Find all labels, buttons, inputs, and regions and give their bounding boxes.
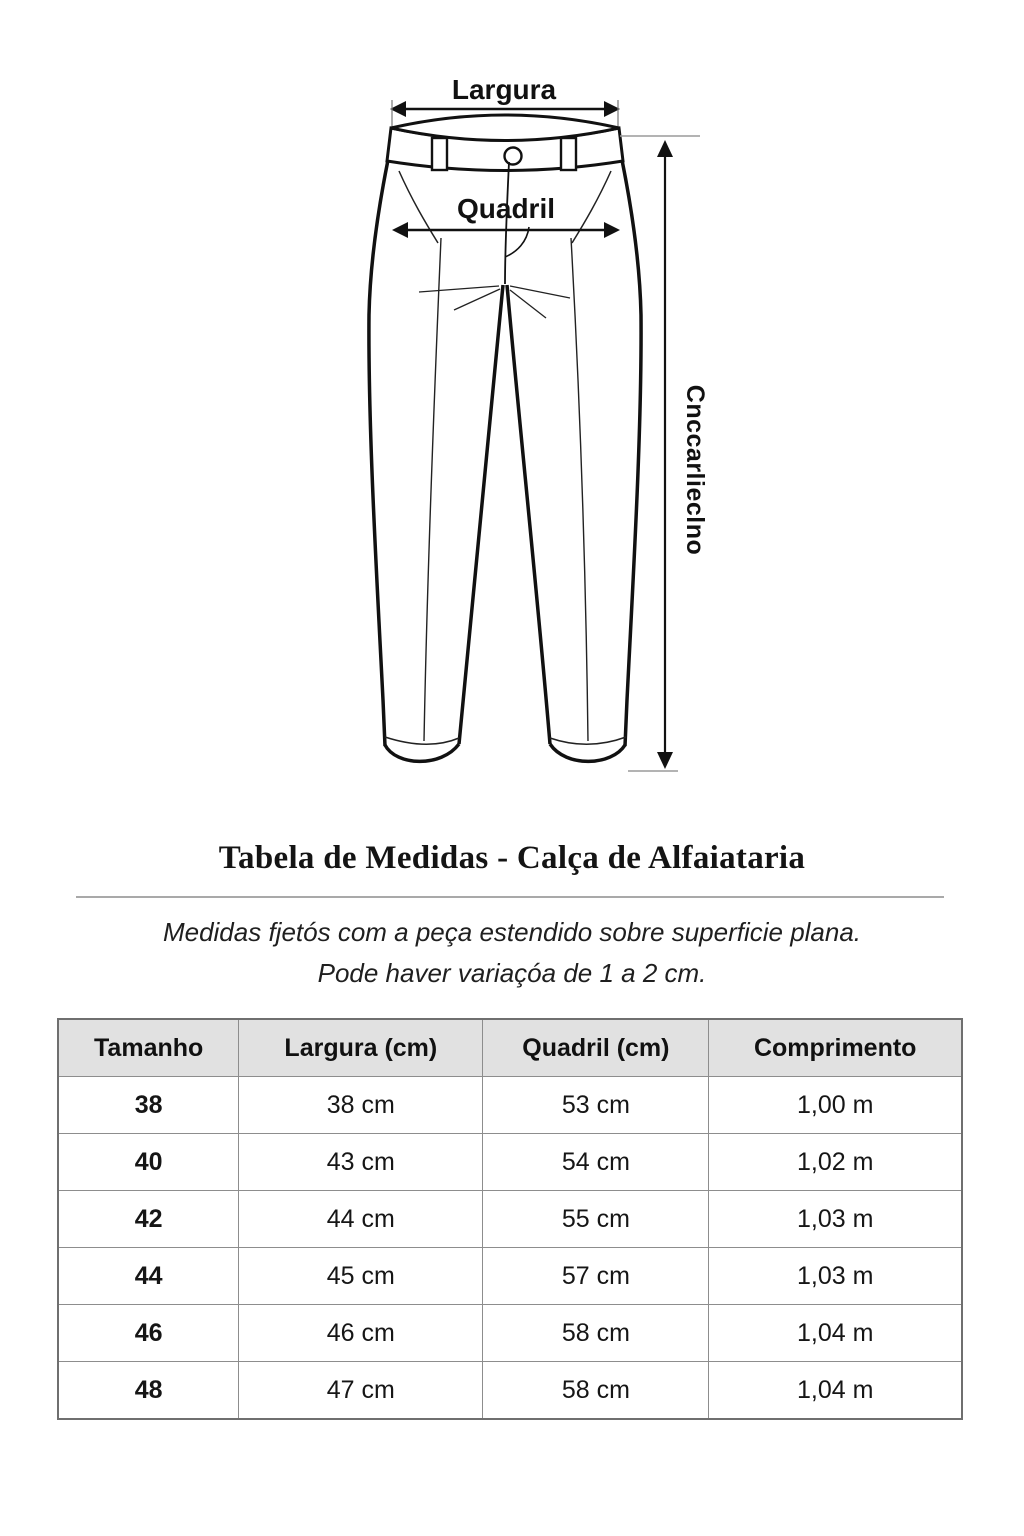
cell-largura: 45 cm bbox=[239, 1248, 483, 1305]
title-divider bbox=[76, 896, 944, 898]
cell-quadril: 53 cm bbox=[483, 1077, 709, 1134]
belt-loop-left bbox=[432, 138, 447, 170]
cell-quadril: 57 cm bbox=[483, 1248, 709, 1305]
cell-comprimento: 1,03 m bbox=[709, 1191, 962, 1248]
table-header-row bbox=[58, 1019, 962, 1077]
table-row bbox=[58, 1077, 962, 1134]
column-header-quadril: Quadril (cm) bbox=[483, 1019, 709, 1077]
table-row bbox=[58, 1305, 962, 1362]
cell-size: 48 bbox=[58, 1362, 239, 1420]
cell-comprimento: 1,02 m bbox=[709, 1134, 962, 1191]
size-table bbox=[57, 1018, 963, 1420]
cell-quadril: 55 cm bbox=[483, 1191, 709, 1248]
cell-quadril: 58 cm bbox=[483, 1362, 709, 1420]
table-row bbox=[58, 1248, 962, 1305]
largura-label: Largura bbox=[451, 74, 557, 105]
table-row bbox=[58, 1134, 962, 1191]
cell-quadril: 54 cm bbox=[483, 1134, 709, 1191]
cell-size: 46 bbox=[58, 1305, 239, 1362]
cell-size: 40 bbox=[58, 1134, 239, 1191]
cell-comprimento: 1,04 m bbox=[709, 1305, 962, 1362]
cell-largura: 46 cm bbox=[239, 1305, 483, 1362]
cell-largura: 47 cm bbox=[239, 1362, 483, 1420]
cell-size: 44 bbox=[58, 1248, 239, 1305]
cell-quadril: 58 cm bbox=[483, 1305, 709, 1362]
column-header-largura: Largura (cm) bbox=[239, 1019, 483, 1077]
page-title: Tabela de Medidas - Calça de Alfaiataria bbox=[218, 840, 806, 876]
crotch-wrinkles bbox=[419, 286, 570, 318]
column-header-tamanho: Tamanho bbox=[58, 1019, 239, 1077]
cell-comprimento: 1,00 m bbox=[709, 1077, 962, 1134]
length-label: Cnccarlieclno bbox=[681, 384, 709, 556]
table-row bbox=[58, 1362, 962, 1420]
cell-size: 38 bbox=[58, 1077, 239, 1134]
cell-largura: 38 cm bbox=[239, 1077, 483, 1134]
cell-size: 42 bbox=[58, 1191, 239, 1248]
quadril-label: Quadril bbox=[456, 193, 556, 224]
measurement-notes bbox=[0, 912, 1024, 994]
cell-largura: 44 cm bbox=[239, 1191, 483, 1248]
belt-loop-right bbox=[561, 138, 576, 170]
cell-comprimento: 1,03 m bbox=[709, 1248, 962, 1305]
cell-largura: 43 cm bbox=[239, 1134, 483, 1191]
column-header-comprimento: Comprimento bbox=[709, 1019, 962, 1077]
cell-comprimento: 1,04 m bbox=[709, 1362, 962, 1420]
note-line-2: Pode haver variaçóa de 1 a 2 cm. bbox=[317, 958, 707, 988]
waist-button bbox=[505, 148, 522, 165]
note-line-1: Medidas fjetós com a peça estendido sobre superficie plana. bbox=[162, 917, 862, 947]
table-row bbox=[58, 1191, 962, 1248]
